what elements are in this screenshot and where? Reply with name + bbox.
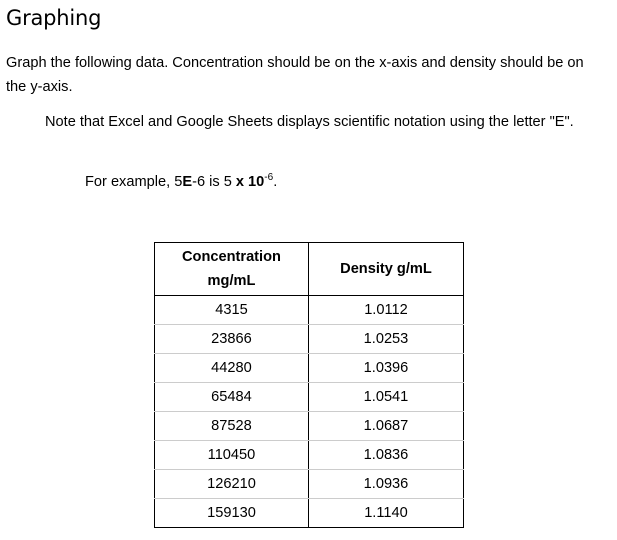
table-row — [155, 383, 464, 412]
table-row — [155, 441, 464, 470]
example-exponent: -6 — [264, 172, 274, 183]
header-concentration — [155, 243, 309, 296]
cell-density: 1.0836 — [308, 441, 463, 470]
page-title: Graphing — [6, 6, 102, 30]
header-density: Density g/mL — [308, 243, 463, 296]
cell-concentration: 126210 — [155, 470, 309, 499]
cell-density: 1.0253 — [308, 325, 463, 354]
example-e-letter: E — [182, 174, 193, 190]
data-table — [154, 242, 464, 528]
table-row — [155, 354, 464, 383]
cell-concentration: 159130 — [155, 499, 309, 528]
cell-density: 1.0936 — [308, 470, 463, 499]
cell-density: 1.0112 — [308, 296, 463, 325]
table-row — [155, 296, 464, 325]
table-row — [155, 325, 464, 354]
note-paragraph: Note that Excel and Google Sheets displays scientific notation using the letter "E". — [45, 114, 574, 130]
cell-concentration: 23866 — [155, 325, 309, 354]
table-row — [155, 412, 464, 441]
cell-density: 1.1140 — [308, 499, 463, 528]
cell-concentration: 110450 — [155, 441, 309, 470]
cell-density: 1.0687 — [308, 412, 463, 441]
header-concentration-line1: Concentration — [182, 249, 281, 265]
cell-concentration: 44280 — [155, 354, 309, 383]
example-prefix: For example, 5 — [85, 174, 183, 190]
example-mid: -6 is 5 — [192, 174, 236, 190]
intro-paragraph: Graph the following data. Concentration should be on the x-axis and density should be on the y-axis. — [6, 55, 584, 95]
cell-density: 1.0541 — [308, 383, 463, 412]
example-suffix: . — [273, 174, 278, 190]
example-paragraph — [85, 170, 277, 194]
table-row — [155, 470, 464, 499]
table-row — [155, 499, 464, 528]
cell-density: 1.0396 — [308, 354, 463, 383]
cell-concentration: 87528 — [155, 412, 309, 441]
example-times: x 10 — [235, 174, 265, 190]
cell-concentration: 4315 — [155, 296, 309, 325]
table-header-row — [155, 243, 464, 296]
cell-concentration: 65484 — [155, 383, 309, 412]
header-concentration-line2: mg/mL — [207, 273, 256, 289]
